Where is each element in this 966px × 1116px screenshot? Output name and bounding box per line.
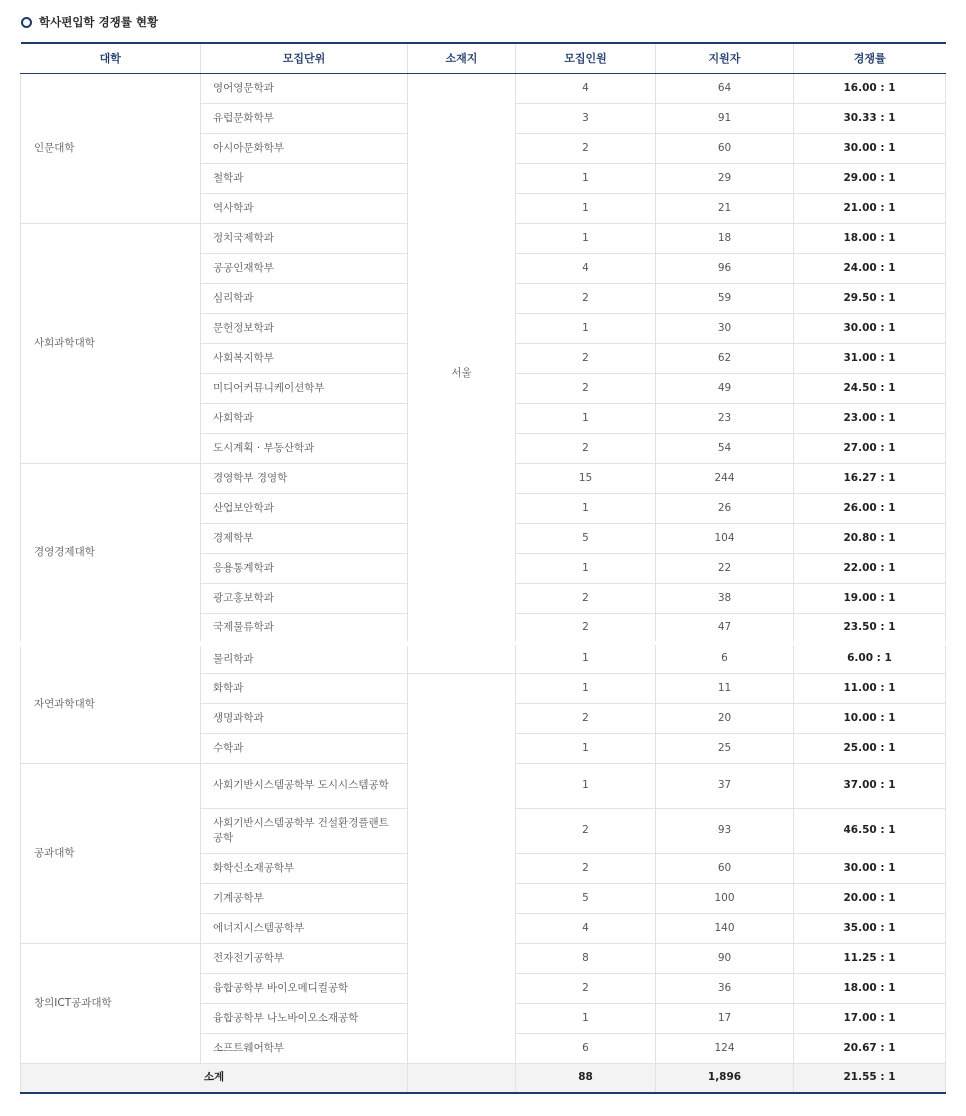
- applicants-value: 21: [656, 193, 794, 223]
- applicants-value: 64: [656, 73, 794, 103]
- rate-value: 23.00 : 1: [794, 403, 946, 433]
- rate-value: 21.00 : 1: [794, 193, 946, 223]
- rate-value: 18.00 : 1: [794, 223, 946, 253]
- quota-value: 1: [516, 1003, 656, 1033]
- total-rate: 21.55 : 1: [794, 1063, 946, 1093]
- table-body: [21, 73, 946, 1063]
- quota-value: 2: [516, 808, 656, 853]
- rate-value: 17.00 : 1: [794, 1003, 946, 1033]
- rate-value: 10.00 : 1: [794, 703, 946, 733]
- quota-value: 1: [516, 403, 656, 433]
- applicants-value: 60: [656, 853, 794, 883]
- applicants-value: 20: [656, 703, 794, 733]
- unit-name: 생명과학과: [201, 703, 408, 733]
- quota-value: 2: [516, 283, 656, 313]
- header-quota: 모집인원: [516, 43, 656, 73]
- unit-name: 융합공학부 바이오메디컬공학: [201, 973, 408, 1003]
- header-location: 소재지: [408, 43, 516, 73]
- applicants-value: 18: [656, 223, 794, 253]
- rate-value: 30.00 : 1: [794, 133, 946, 163]
- unit-name: 경영학부 경영학: [201, 463, 408, 493]
- rate-value: 29.00 : 1: [794, 163, 946, 193]
- unit-name: 사회기반시스템공학부 도시시스템공학: [201, 763, 408, 808]
- college-name: 인문대학: [21, 73, 201, 223]
- unit-name: 국제물류학과: [201, 613, 408, 643]
- applicants-value: 30: [656, 313, 794, 343]
- applicants-value: 17: [656, 1003, 794, 1033]
- unit-name: 화학과: [201, 673, 408, 703]
- circle-bullet-icon: [21, 17, 32, 28]
- rate-value: 30.00 : 1: [794, 313, 946, 343]
- applicants-value: 93: [656, 808, 794, 853]
- unit-name: 융합공학부 나노바이오소재공학: [201, 1003, 408, 1033]
- header-unit: 모집단위: [201, 43, 408, 73]
- quota-value: 4: [516, 73, 656, 103]
- section-title-text: 학사편입학 경쟁률 현황: [39, 15, 159, 29]
- rate-value: 16.00 : 1: [794, 73, 946, 103]
- quota-value: 2: [516, 583, 656, 613]
- unit-name: 화학신소재공학부: [201, 853, 408, 883]
- quota-value: 2: [516, 853, 656, 883]
- college-name: 자연과학대학: [21, 643, 201, 763]
- unit-name: 영어영문학과: [201, 73, 408, 103]
- rate-value: 37.00 : 1: [794, 763, 946, 808]
- rate-value: 46.50 : 1: [794, 808, 946, 853]
- unit-name: 유럽문화학부: [201, 103, 408, 133]
- unit-name: 응용통계학과: [201, 553, 408, 583]
- applicants-value: 90: [656, 943, 794, 973]
- quota-value: 2: [516, 433, 656, 463]
- quota-value: 2: [516, 343, 656, 373]
- unit-name: 아시아문화학부: [201, 133, 408, 163]
- unit-name: 전자전기공학부: [201, 943, 408, 973]
- section-title: [21, 14, 158, 30]
- applicants-value: 6: [656, 643, 794, 673]
- applicants-value: 29: [656, 163, 794, 193]
- unit-name: 문헌정보학과: [201, 313, 408, 343]
- rate-value: 20.00 : 1: [794, 883, 946, 913]
- unit-name: 사회복지학부: [201, 343, 408, 373]
- header-college: 대학: [21, 43, 201, 73]
- applicants-value: 23: [656, 403, 794, 433]
- unit-name: 광고홍보학과: [201, 583, 408, 613]
- applicants-value: 49: [656, 373, 794, 403]
- quota-value: 1: [516, 673, 656, 703]
- unit-name: 에너지시스템공학부: [201, 913, 408, 943]
- quota-value: 2: [516, 133, 656, 163]
- applicants-value: 91: [656, 103, 794, 133]
- unit-name: 심리학과: [201, 283, 408, 313]
- unit-name: 소프트웨어학부: [201, 1033, 408, 1063]
- unit-name: 물리학과: [201, 643, 408, 673]
- quota-value: 1: [516, 493, 656, 523]
- applicants-value: 104: [656, 523, 794, 553]
- quota-value: 1: [516, 163, 656, 193]
- location-cell-empty: [408, 673, 516, 1063]
- table-header-row: [21, 43, 946, 73]
- quota-value: 5: [516, 883, 656, 913]
- quota-value: 1: [516, 553, 656, 583]
- total-location-cell: [408, 1063, 516, 1093]
- applicants-value: 60: [656, 133, 794, 163]
- total-quota: 88: [516, 1063, 656, 1093]
- rate-value: 24.50 : 1: [794, 373, 946, 403]
- quota-value: 1: [516, 223, 656, 253]
- header-applicants: 지원자: [656, 43, 794, 73]
- rate-value: 30.00 : 1: [794, 853, 946, 883]
- applicants-value: 140: [656, 913, 794, 943]
- unit-name: 수학과: [201, 733, 408, 763]
- quota-value: 2: [516, 373, 656, 403]
- applicants-value: 37: [656, 763, 794, 808]
- unit-name: 사회기반시스템공학부 건설환경플랜트공학: [201, 808, 408, 853]
- applicants-value: 124: [656, 1033, 794, 1063]
- rate-value: 30.33 : 1: [794, 103, 946, 133]
- rate-value: 6.00 : 1: [794, 643, 946, 673]
- applicants-value: 38: [656, 583, 794, 613]
- rate-value: 26.00 : 1: [794, 493, 946, 523]
- rate-value: 20.67 : 1: [794, 1033, 946, 1063]
- unit-name: 정치국제학과: [201, 223, 408, 253]
- rate-value: 23.50 : 1: [794, 613, 946, 643]
- applicants-value: 62: [656, 343, 794, 373]
- unit-name: 공공인재학부: [201, 253, 408, 283]
- applicants-value: 59: [656, 283, 794, 313]
- college-name: 공과대학: [21, 763, 201, 943]
- unit-name: 산업보안학과: [201, 493, 408, 523]
- quota-value: 5: [516, 523, 656, 553]
- quota-value: 1: [516, 643, 656, 673]
- applicants-value: 47: [656, 613, 794, 643]
- table-row: [21, 73, 946, 103]
- applicants-value: 100: [656, 883, 794, 913]
- applicants-value: 26: [656, 493, 794, 523]
- applicants-value: 36: [656, 973, 794, 1003]
- header-rate: 경쟁률: [794, 43, 946, 73]
- rate-value: 19.00 : 1: [794, 583, 946, 613]
- applicants-value: 96: [656, 253, 794, 283]
- quota-value: 2: [516, 973, 656, 1003]
- quota-value: 1: [516, 193, 656, 223]
- total-label: 소계: [21, 1063, 408, 1093]
- quota-value: 15: [516, 463, 656, 493]
- rate-value: 11.00 : 1: [794, 673, 946, 703]
- applicants-value: 25: [656, 733, 794, 763]
- quota-value: 6: [516, 1033, 656, 1063]
- unit-name: 경제학부: [201, 523, 408, 553]
- rate-value: 27.00 : 1: [794, 433, 946, 463]
- quota-value: 2: [516, 703, 656, 733]
- rate-value: 11.25 : 1: [794, 943, 946, 973]
- rate-value: 31.00 : 1: [794, 343, 946, 373]
- unit-name: 역사학과: [201, 193, 408, 223]
- quota-value: 1: [516, 313, 656, 343]
- quota-value: 2: [516, 613, 656, 643]
- applicants-value: 22: [656, 553, 794, 583]
- total-row: [21, 1063, 946, 1093]
- location-cell: 서울: [408, 73, 516, 673]
- quota-value: 3: [516, 103, 656, 133]
- college-name: 경영경제대학: [21, 463, 201, 643]
- quota-value: 1: [516, 733, 656, 763]
- college-name: 창의ICT공과대학: [21, 943, 201, 1063]
- applicants-value: 11: [656, 673, 794, 703]
- rate-value: 24.00 : 1: [794, 253, 946, 283]
- unit-name: 도시계획 · 부동산학과: [201, 433, 408, 463]
- competition-rate-table: [20, 42, 946, 1094]
- quota-value: 8: [516, 943, 656, 973]
- rate-value: 22.00 : 1: [794, 553, 946, 583]
- college-name: 사회과학대학: [21, 223, 201, 463]
- rate-value: 18.00 : 1: [794, 973, 946, 1003]
- quota-value: 4: [516, 913, 656, 943]
- unit-name: 미디어커뮤니케이션학부: [201, 373, 408, 403]
- unit-name: 기계공학부: [201, 883, 408, 913]
- unit-name: 철학과: [201, 163, 408, 193]
- rate-value: 29.50 : 1: [794, 283, 946, 313]
- applicants-value: 54: [656, 433, 794, 463]
- rate-value: 20.80 : 1: [794, 523, 946, 553]
- total-applicants: 1,896: [656, 1063, 794, 1093]
- unit-name: 사회학과: [201, 403, 408, 433]
- applicants-value: 244: [656, 463, 794, 493]
- rate-value: 35.00 : 1: [794, 913, 946, 943]
- quota-value: 1: [516, 763, 656, 808]
- rate-value: 16.27 : 1: [794, 463, 946, 493]
- rate-value: 25.00 : 1: [794, 733, 946, 763]
- quota-value: 4: [516, 253, 656, 283]
